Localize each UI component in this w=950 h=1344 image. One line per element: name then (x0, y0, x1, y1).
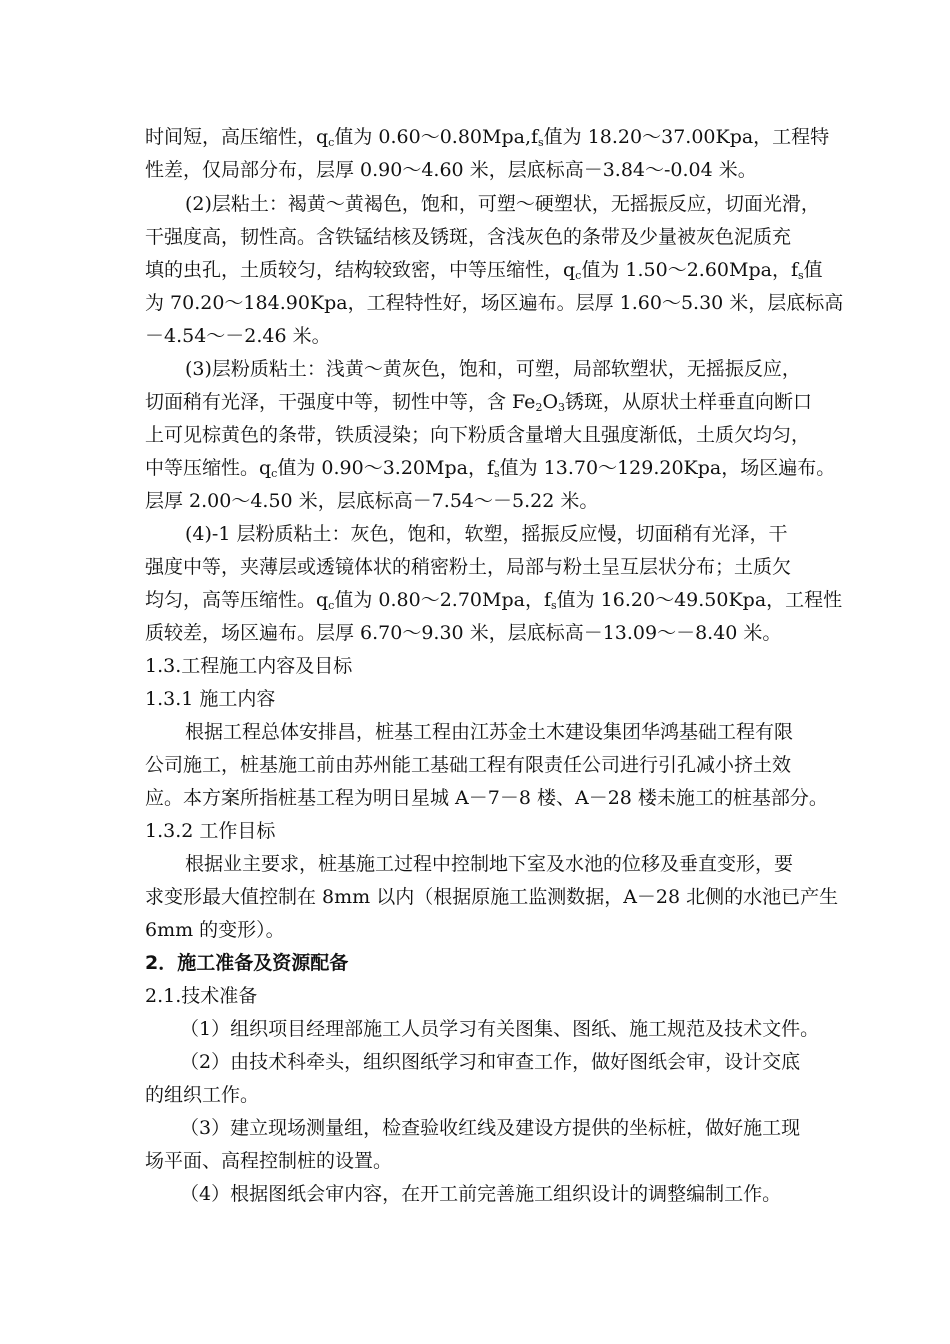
list-item: （2）由技术科牵头，组织图纸学习和审查工作，做好图纸会审，设计交底 (180, 1051, 801, 1073)
text-line: 求变形最大值控制在 8mm 以内（根据原施工监测数据，A－28 北侧的水池已产生 (145, 886, 839, 908)
list-item: （1）组织项目经理部施工人员学习有关图集、图纸、施工规范及技术文件。 (180, 1018, 820, 1040)
section-heading-2-1: 2.1.技术准备 (145, 985, 258, 1007)
section-heading-1-3: 1.3.工程施工内容及目标 (145, 655, 353, 677)
text-line: 强度中等，夹薄层或透镜体状的稍密粉土，局部与粉土呈互层状分布；土质欠 (145, 556, 792, 578)
text-line: 质较差，场区遍布。层厚 6.70～9.30 米，层底标高－13.09～－8.40 米。 (145, 622, 782, 644)
text-line: 6mm 的变形）。 (145, 919, 285, 941)
section-heading-1-3-1: 1.3.1 施工内容 (145, 688, 276, 710)
text-line: 干强度高，韧性高。含铁锰结核及锈斑，含浅灰色的条带及少量被灰色泥质充 (145, 226, 792, 248)
text-line: －4.54～－2.46 米。 (145, 325, 331, 347)
section-heading-1-3-2: 1.3.2 工作目标 (145, 820, 276, 842)
paragraph-work-goal: 根据业主要求，桩基施工过程中控制地下室及水池的位移及垂直变形，要 (185, 853, 794, 875)
text-line: 性差，仅局部分布，层厚 0.90～4.60 米，层底标高－3.84～-0.04 米。 (145, 159, 757, 181)
text-line: 为 70.20～184.90Kpa，工程特性好，场区遍布。层厚 1.60～5.30 米，层底标高 (145, 292, 844, 314)
text-line: 层厚 2.00～4.50 米，层底标高－7.54～－5.22 米。 (145, 490, 599, 512)
text-line: 应。本方案所指桩基工程为明日星城 A－7－8 楼、A－28 楼未施工的桩基部分。 (145, 787, 828, 809)
section-heading-2: 2．施工准备及资源配备 (145, 952, 349, 974)
paragraph-layer-4-1-silty-clay: (4)-1 层粉质粘土：灰色，饱和，软塑，摇振反应慢，切面稍有光泽，干 (185, 523, 788, 545)
text-line: 填的虫孔，土质较匀，结构较致密，中等压缩性，$q_c$值为 1.50～2.60Mpa，$f_s$值 (145, 259, 823, 282)
list-item: （4）根据图纸会审内容，在开工前完善施工组织设计的调整编制工作。 (180, 1183, 782, 1205)
text-line: 场平面、高程控制桩的设置。 (145, 1150, 393, 1172)
paragraph-layer-2-clay: (2)层粘土：褐黄～黄褐色，饱和，可塑～硬塑状，无摇振反应，切面光滑， (185, 193, 820, 215)
text-line: 切面稍有光泽，干强度中等，韧性中等，含 $Fe_2O_3$锈斑，从原状土样垂直向断口 (145, 391, 813, 414)
text-line: 中等压缩性。$q_c$值为 0.90～3.20Mpa，$f_s$值为 13.70～129.20Kpa，场区遍布。 (145, 457, 836, 480)
text-line: 时间短，高压缩性，$q_c$值为 $0.60\sim 0.80Mpa,f_s$值为 18.20～37.00Kpa，工程特 (145, 126, 830, 149)
text-line: 上可见棕黄色的条带，铁质浸染；向下粉质含量增大且强度渐低，土质欠均匀， (145, 424, 811, 446)
text-line: 公司施工，桩基施工前由苏州能工基础工程有限责任公司进行引孔减小挤土效 (145, 754, 792, 776)
paragraph-layer-3-silty-clay: (3)层粉质粘土：浅黄～黄灰色，饱和，可塑，局部软塑状，无摇振反应， (185, 358, 801, 380)
text-line: 均匀，高等压缩性。$q_c$值为 0.80～2.70Mpa，$f_s$值为 16.20～49.50Kpa，工程性 (145, 589, 843, 612)
list-item: （3）建立现场测量组，检查验收红线及建设方提供的坐标桩，做好施工现 (180, 1117, 801, 1139)
text-line: 的组织工作。 (145, 1084, 260, 1106)
paragraph-construction-content: 根据工程总体安排昌，桩基工程由江苏金土木建设集团华鸿基础工程有限 (185, 721, 794, 743)
